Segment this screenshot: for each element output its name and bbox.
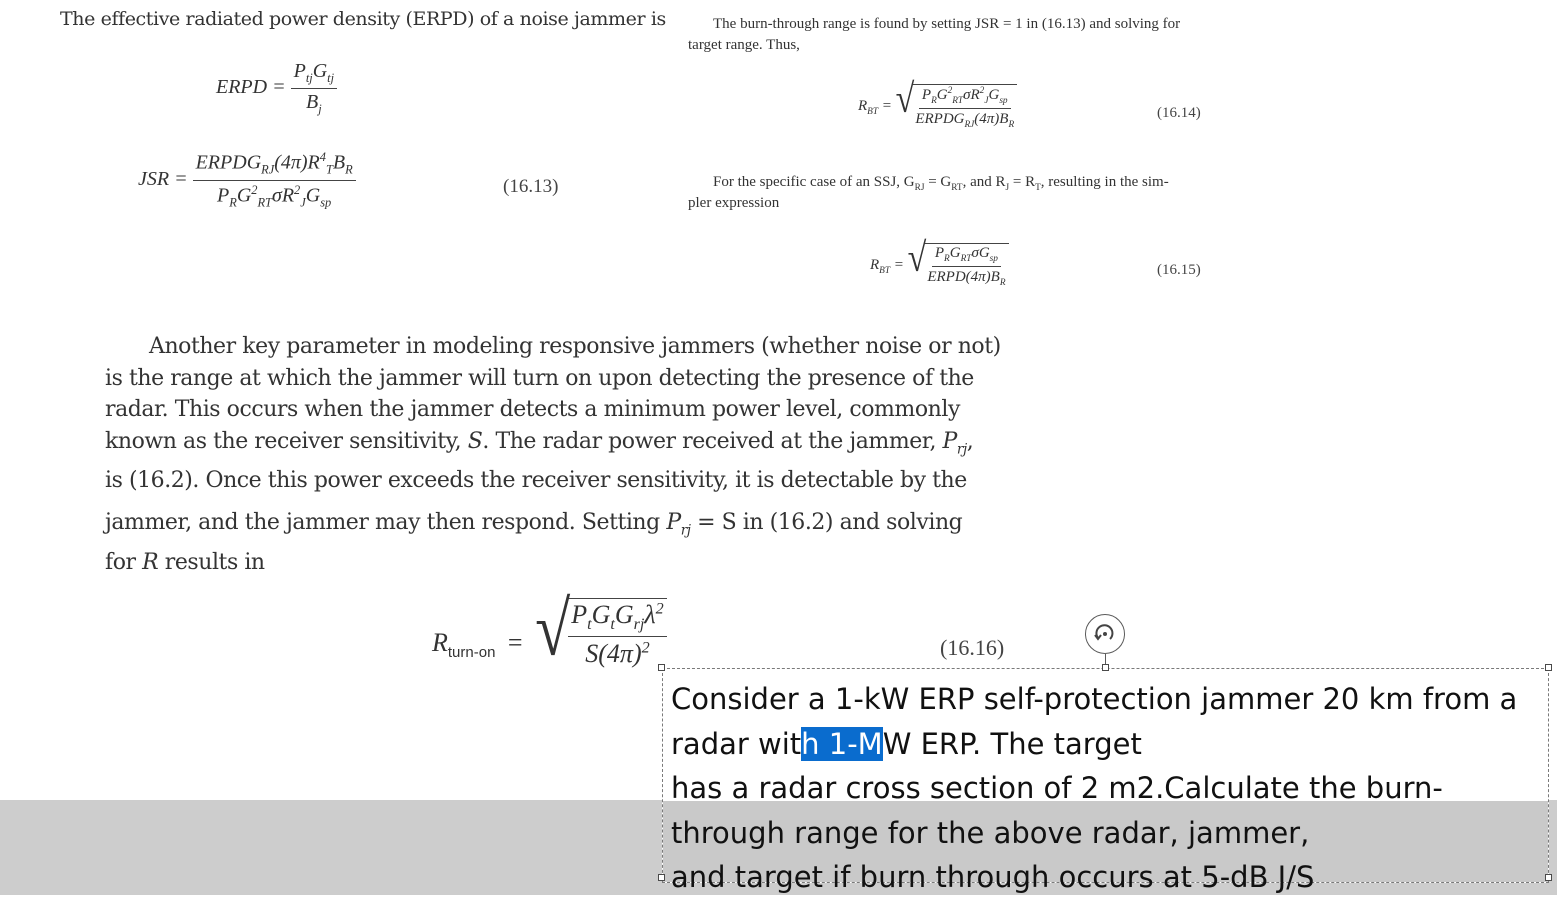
jsr-equation — [138, 150, 356, 210]
resize-handle-top-middle[interactable] — [1102, 664, 1109, 671]
erpd-equation — [216, 60, 337, 117]
eq-16-16: $R_{turn-on}$ = √ $\frac{P_tG_tG_{rj}\lambda^2}{S(4\pi)^2}$ — [432, 598, 667, 669]
main-line-5: is (16.2). Once this power exceeds the receiver sensitivity, it is detectable by the — [105, 468, 967, 494]
eq-16-15: $R_{BT}$ = √ $\frac{P_RG_{RT}\sigma G_{sp}}{ERPD(4\pi)B_R}$ — [870, 243, 1009, 288]
sqrt-16-16: √ $\frac{P_tG_tG_{rj}\lambda^2}{S(4\pi)^2}$ — [535, 598, 667, 669]
sqrt-16-14: √ $\frac{P_RG^2_{RT}\sigma R^2_JG_{sp}}{ERPDG_{RJ}(4\pi)B_R}$ — [896, 84, 1018, 130]
resize-handle-top-right[interactable] — [1545, 664, 1552, 671]
eq-number-16-15: (16.15) — [1157, 262, 1201, 278]
rotate-arrow-icon — [1086, 615, 1123, 652]
eq-number-16-14: (16.14) — [1157, 105, 1201, 121]
text-selection: h 1-M — [801, 726, 883, 761]
main-line-4: known as the receiver sensitivity, S. The radar power received at the jammer, $P_{rj}$, — [105, 428, 974, 457]
right-para1-line1: The burn-through range is found by setting JSR = 1 in (16.13) and solving for — [713, 16, 1181, 32]
eq-number-16-13: (16.13) — [503, 176, 559, 197]
textbox-text[interactable] — [671, 677, 1538, 900]
jsr-label: JSR = — [138, 167, 188, 190]
textbox-line-2: radar with 1-MW ERP. The target — [671, 726, 1142, 761]
right-para1-line2: target range. Thus, — [688, 37, 800, 53]
rotate-handle-icon[interactable] — [1085, 614, 1125, 654]
textbox-line-5: and target if burn through occurs at 5-dB J/S — [671, 860, 1315, 894]
eq-number-16-16: (16.16) — [940, 635, 1005, 660]
right-para2-line1: For the specific case of an SSJ, $G_{RJ} = G_{RT}$, and $R_J = R_T$, resulting in the sim- — [713, 174, 1169, 193]
sqrt-16-15: √ $\frac{P_RG_{RT}\sigma G_{sp}}{ERPD(4\pi)B_R}$ — [908, 243, 1009, 288]
resize-handle-top-left[interactable] — [658, 664, 665, 671]
resize-handle-middle-right[interactable] — [1545, 874, 1552, 881]
resize-handle-middle-left[interactable] — [658, 874, 665, 881]
textbox-line-1: Consider a 1-kW ERP self-protection jammer 20 km from a — [671, 682, 1518, 716]
eq-16-14: $R_{BT}$ = √ $\frac{P_RG^2_{RT}\sigma R^2_JG_{sp}}{ERPDG_{RJ}(4\pi)B_R}$ — [858, 84, 1017, 130]
main-line-3: radar. This occurs when the jammer detects a minimum power level, commonly — [105, 397, 960, 422]
main-line-2: is the range at which the jammer will turn on upon detecting the presence of the — [105, 365, 974, 391]
main-paragraph — [105, 331, 1007, 578]
main-line-1: Another key parameter in modeling responsive jammers (whether noise or not) — [149, 334, 1001, 359]
erpd-fraction: $\frac{P_{tj}G_{tj}}{B_j}$ — [291, 60, 337, 117]
r-turn-on-label: R — [432, 628, 448, 657]
question-textbox[interactable] — [662, 668, 1549, 894]
right-para2-line2: pler expression — [688, 195, 780, 211]
textbox-line-3: has a radar cross section of 2 m2.Calculate the burn- — [671, 771, 1443, 805]
main-line-7: for R results in — [105, 549, 265, 575]
main-line-6: jammer, and the jammer may then respond. Setting $P_{rj} = S$ in (16.2) and solving — [105, 509, 963, 539]
erpd-intro-text: The effective radiated power density (ERPD) of a noise jammer is — [60, 8, 666, 30]
textbox-line-4: through range for the above radar, jammer, — [671, 815, 1310, 850]
erpd-label: ERPD = — [216, 76, 286, 99]
jsr-fraction: $\frac{ERPDG_{RJ}(4\pi)R^4_TB_R}{P_RG^2_{RT}\sigma R^2_JG_{sp}}$ — [193, 150, 356, 210]
